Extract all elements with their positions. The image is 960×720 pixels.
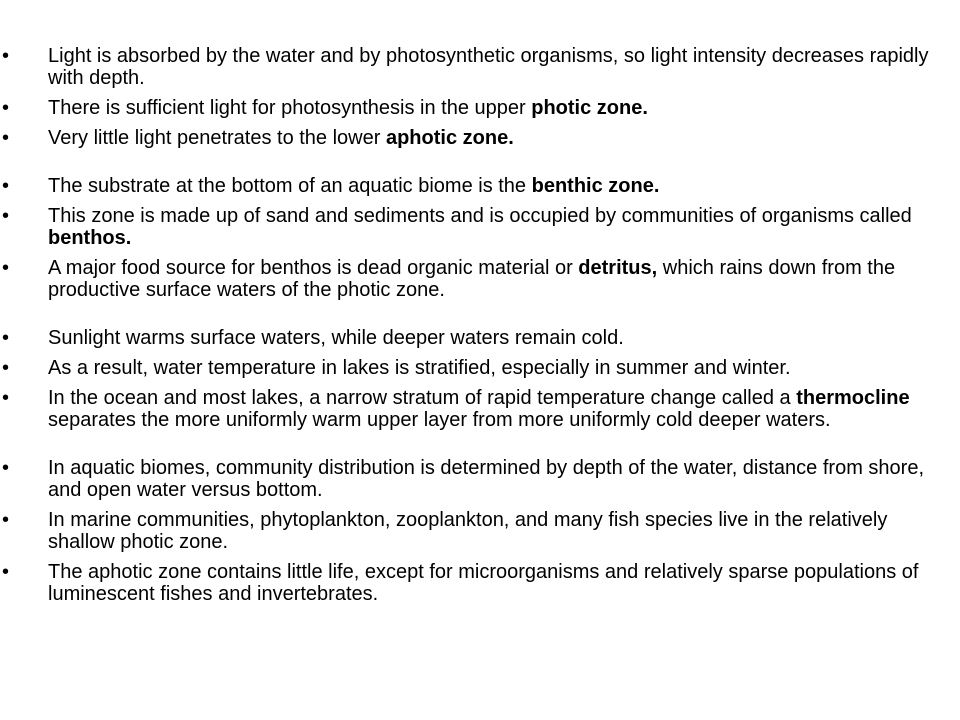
bullet-item (0, 45, 960, 89)
bullet-text (48, 357, 940, 379)
bullet-item (0, 387, 960, 431)
bullet-point-icon (0, 457, 48, 479)
bullet-point-icon (0, 327, 48, 349)
bold-term: aphotic zone. (385, 127, 514, 149)
bullet-item (0, 457, 960, 501)
bold-term: benthos. (48, 227, 132, 249)
bold-term: photic zone. (531, 97, 648, 119)
bullet-point-icon (0, 509, 48, 531)
bullet-group-temperature (0, 327, 960, 431)
bullet-point-icon (0, 561, 48, 583)
bullet-point-icon (0, 205, 48, 227)
bullet-text (48, 97, 940, 119)
bullet-text (48, 127, 940, 149)
bullet-point-icon (0, 387, 48, 409)
bullet-item (0, 357, 960, 379)
bullet-group-benthic (0, 175, 960, 301)
bullet-text (48, 457, 940, 501)
bullet-text (48, 205, 940, 249)
bullet-point-icon (0, 97, 48, 119)
text-run: In the ocean and most lakes, a narrow stratum of rapid temperature change called a (48, 387, 797, 409)
text-run: which rains down from the productive surface waters of the photic zone. (48, 257, 896, 301)
text-run: The substrate at the bottom of an aquatic biome is the (48, 175, 532, 197)
bullet-item (0, 205, 960, 249)
bold-term: benthic zone. (531, 175, 660, 197)
bullet-text (48, 561, 940, 605)
bullet-item (0, 257, 960, 301)
bold-term: thermocline (796, 387, 910, 409)
text-run: The aphotic zone contains little life, except for microorganisms and relatively sparse populations of luminescent fishes and invertebrates. (48, 561, 919, 605)
text-run: A major food source for benthos is dead organic material or (48, 257, 579, 279)
bullet-text (48, 509, 940, 553)
bullet-text (48, 45, 940, 89)
bullet-group-light (0, 45, 960, 149)
bullet-item (0, 509, 960, 553)
bullet-item (0, 327, 960, 349)
bullet-text (48, 175, 940, 197)
bullet-point-icon (0, 175, 48, 197)
bullet-point-icon (0, 257, 48, 279)
text-run: In marine communities, phytoplankton, zooplankton, and many fish species live in the relatively shallow photic zone. (48, 509, 888, 553)
text-run: Light is absorbed by the water and by photosynthetic organisms, so light intensity decreases rapidly with depth. (48, 45, 929, 89)
text-run: This zone is made up of sand and sediments and is occupied by communities of organisms called (48, 205, 912, 227)
bullet-text (48, 257, 940, 301)
bullet-text (48, 327, 940, 349)
bullet-item (0, 97, 960, 119)
bold-term: detritus, (578, 257, 658, 279)
text-run: There is sufficient light for photosynthesis in the upper (48, 97, 532, 119)
text-run: In aquatic biomes, community distribution is determined by depth of the water, distance from shore, and open water versus bottom. (48, 457, 924, 501)
bullet-point-icon (0, 127, 48, 149)
bullet-text (48, 387, 940, 431)
bullet-group-distribution (0, 457, 960, 605)
bullet-item (0, 175, 960, 197)
text-run: separates the more uniformly warm upper layer from more uniformly cold deeper waters. (48, 409, 831, 431)
bullet-point-icon (0, 45, 48, 67)
text-run: Very little light penetrates to the lower (48, 127, 386, 149)
bullet-point-icon (0, 357, 48, 379)
text-run: Sunlight warms surface waters, while deeper waters remain cold. (48, 327, 624, 349)
bullet-item (0, 561, 960, 605)
text-run: As a result, water temperature in lakes is stratified, especially in summer and winter. (48, 357, 791, 379)
bullet-item (0, 127, 960, 149)
